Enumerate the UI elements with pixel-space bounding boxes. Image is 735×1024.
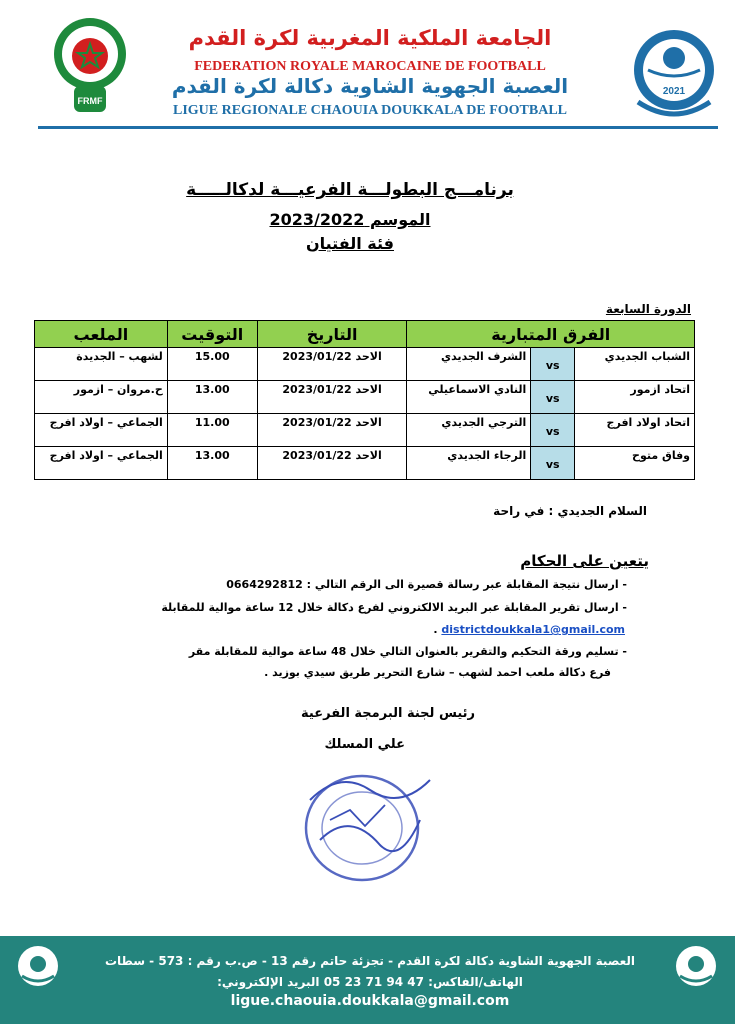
match-venue: الجماعي – اولاد افرج [35, 414, 168, 447]
match-time: 13.00 [167, 447, 257, 480]
header-date: التاريخ [257, 321, 407, 348]
header-venue: الملعب [35, 321, 168, 348]
home-team: الشباب الجديدي [575, 348, 695, 381]
table-header-row [35, 321, 695, 348]
match-date: الاحد 2023/01/22 [257, 447, 407, 480]
league-logo [630, 22, 718, 130]
signature-name: علي المسلك [324, 737, 405, 752]
header-time: التوقيت [167, 321, 257, 348]
home-team: اتحاد اولاد افرج [575, 414, 695, 447]
header-fr-league: LIGUE REGIONALE CHAOUIA DOUKKALA DE FOOTBALL [172, 103, 567, 118]
table-row [35, 381, 695, 414]
footer-phone: الهاتف/الفاكس: 47 94 71 23 05 البريد الإلكتروني: [217, 975, 523, 989]
round-label: الدورة السابعة [605, 302, 691, 316]
match-venue: الجماعي – اولاد افرج [35, 447, 168, 480]
match-date: الاحد 2023/01/22 [257, 414, 407, 447]
away-team: النادي الاسماعيلي [407, 381, 531, 414]
match-time: 15.00 [167, 348, 257, 381]
match-venue: ح.مروان – ازمور [35, 381, 168, 414]
signature-role: رئيس لجنة البرمجة الفرعية [301, 706, 475, 721]
away-team: الترجي الجديدي [407, 414, 531, 447]
table-row [35, 414, 695, 447]
referee-instruction-2: - ارسال تقرير المقابلة عبر البريد الالكتروني لفرع دكالة خلال 12 ساعة موالية للمقابلة [161, 601, 627, 614]
referee-email-line: districtdoukkala1@gmail.com . [433, 623, 625, 636]
rest-note: السلام الجديدي : في راحة [493, 504, 647, 518]
referee-instruction-3: - تسليم ورقة التحكيم والتقرير بالعنوان التالي خلال 48 ساعة موالية للمقابلة مقر [188, 645, 627, 658]
league-logo-year: 2021 [662, 86, 686, 97]
header-ar-league: العصبة الجهوية الشاوية دكالة لكرة القدم [171, 74, 569, 98]
vs-label: vs [531, 348, 575, 381]
home-team: وفاق متوح [575, 447, 695, 480]
referee-email-link[interactable]: districtdoukkala1@gmail.com [441, 623, 625, 636]
header-ar-federation: الجامعة الملكية المغربية لكرة القدم [188, 26, 552, 50]
match-date: الاحد 2023/01/22 [257, 381, 407, 414]
program-title: برنامـــج البطولـــة الفرعيـــة لدكالـــــة [186, 180, 514, 200]
header-divider [38, 126, 718, 129]
footer-address: العصبة الجهوية الشاوية دكالة لكرة القدم - تجزئة حاتم رقم 13 - ص.ب رقم : 573 - سطات [104, 954, 636, 968]
footer-logo-right [674, 944, 718, 988]
vs-label: vs [531, 414, 575, 447]
away-team: الرجاء الجديدي [407, 447, 531, 480]
official-stamp-signature [290, 760, 440, 890]
home-team: اتحاد ازمور [575, 381, 695, 414]
table-row [35, 348, 695, 381]
season-title: الموسم 2023/2022 [269, 210, 431, 229]
frmf-logo [52, 16, 128, 120]
vs-label: vs [531, 381, 575, 414]
category-title: فئة الفتيان [305, 234, 394, 253]
match-time: 13.00 [167, 381, 257, 414]
header-teams: الفرق المتبارية [407, 321, 695, 348]
footer-email[interactable]: ligue.chaouia.doukkala@gmail.com [230, 993, 510, 1009]
frmf-logo-text: FRMF [77, 96, 103, 106]
away-team: الشرف الجديدي [407, 348, 531, 381]
header-fr-federation: FEDERATION ROYALE MAROCAINE DE FOOTBALL [194, 59, 546, 74]
referee-instruction-1: - ارسال نتيجة المقابلة عبر رسالة قصيرة الى الرقم التالي : 0664292812 [226, 578, 627, 591]
referee-instruction-3-cont: فرع دكالة ملعب احمد لشهب – شارع التحرير طريق سيدي بوزيد . [264, 666, 611, 679]
table-row [35, 447, 695, 480]
footer-logo-left [16, 944, 60, 988]
vs-label: vs [531, 447, 575, 480]
fixtures-table [34, 320, 695, 480]
match-time: 11.00 [167, 414, 257, 447]
referees-heading: يتعين على الحكام [520, 552, 649, 570]
match-venue: لشهب – الجديدة [35, 348, 168, 381]
match-date: الاحد 2023/01/22 [257, 348, 407, 381]
